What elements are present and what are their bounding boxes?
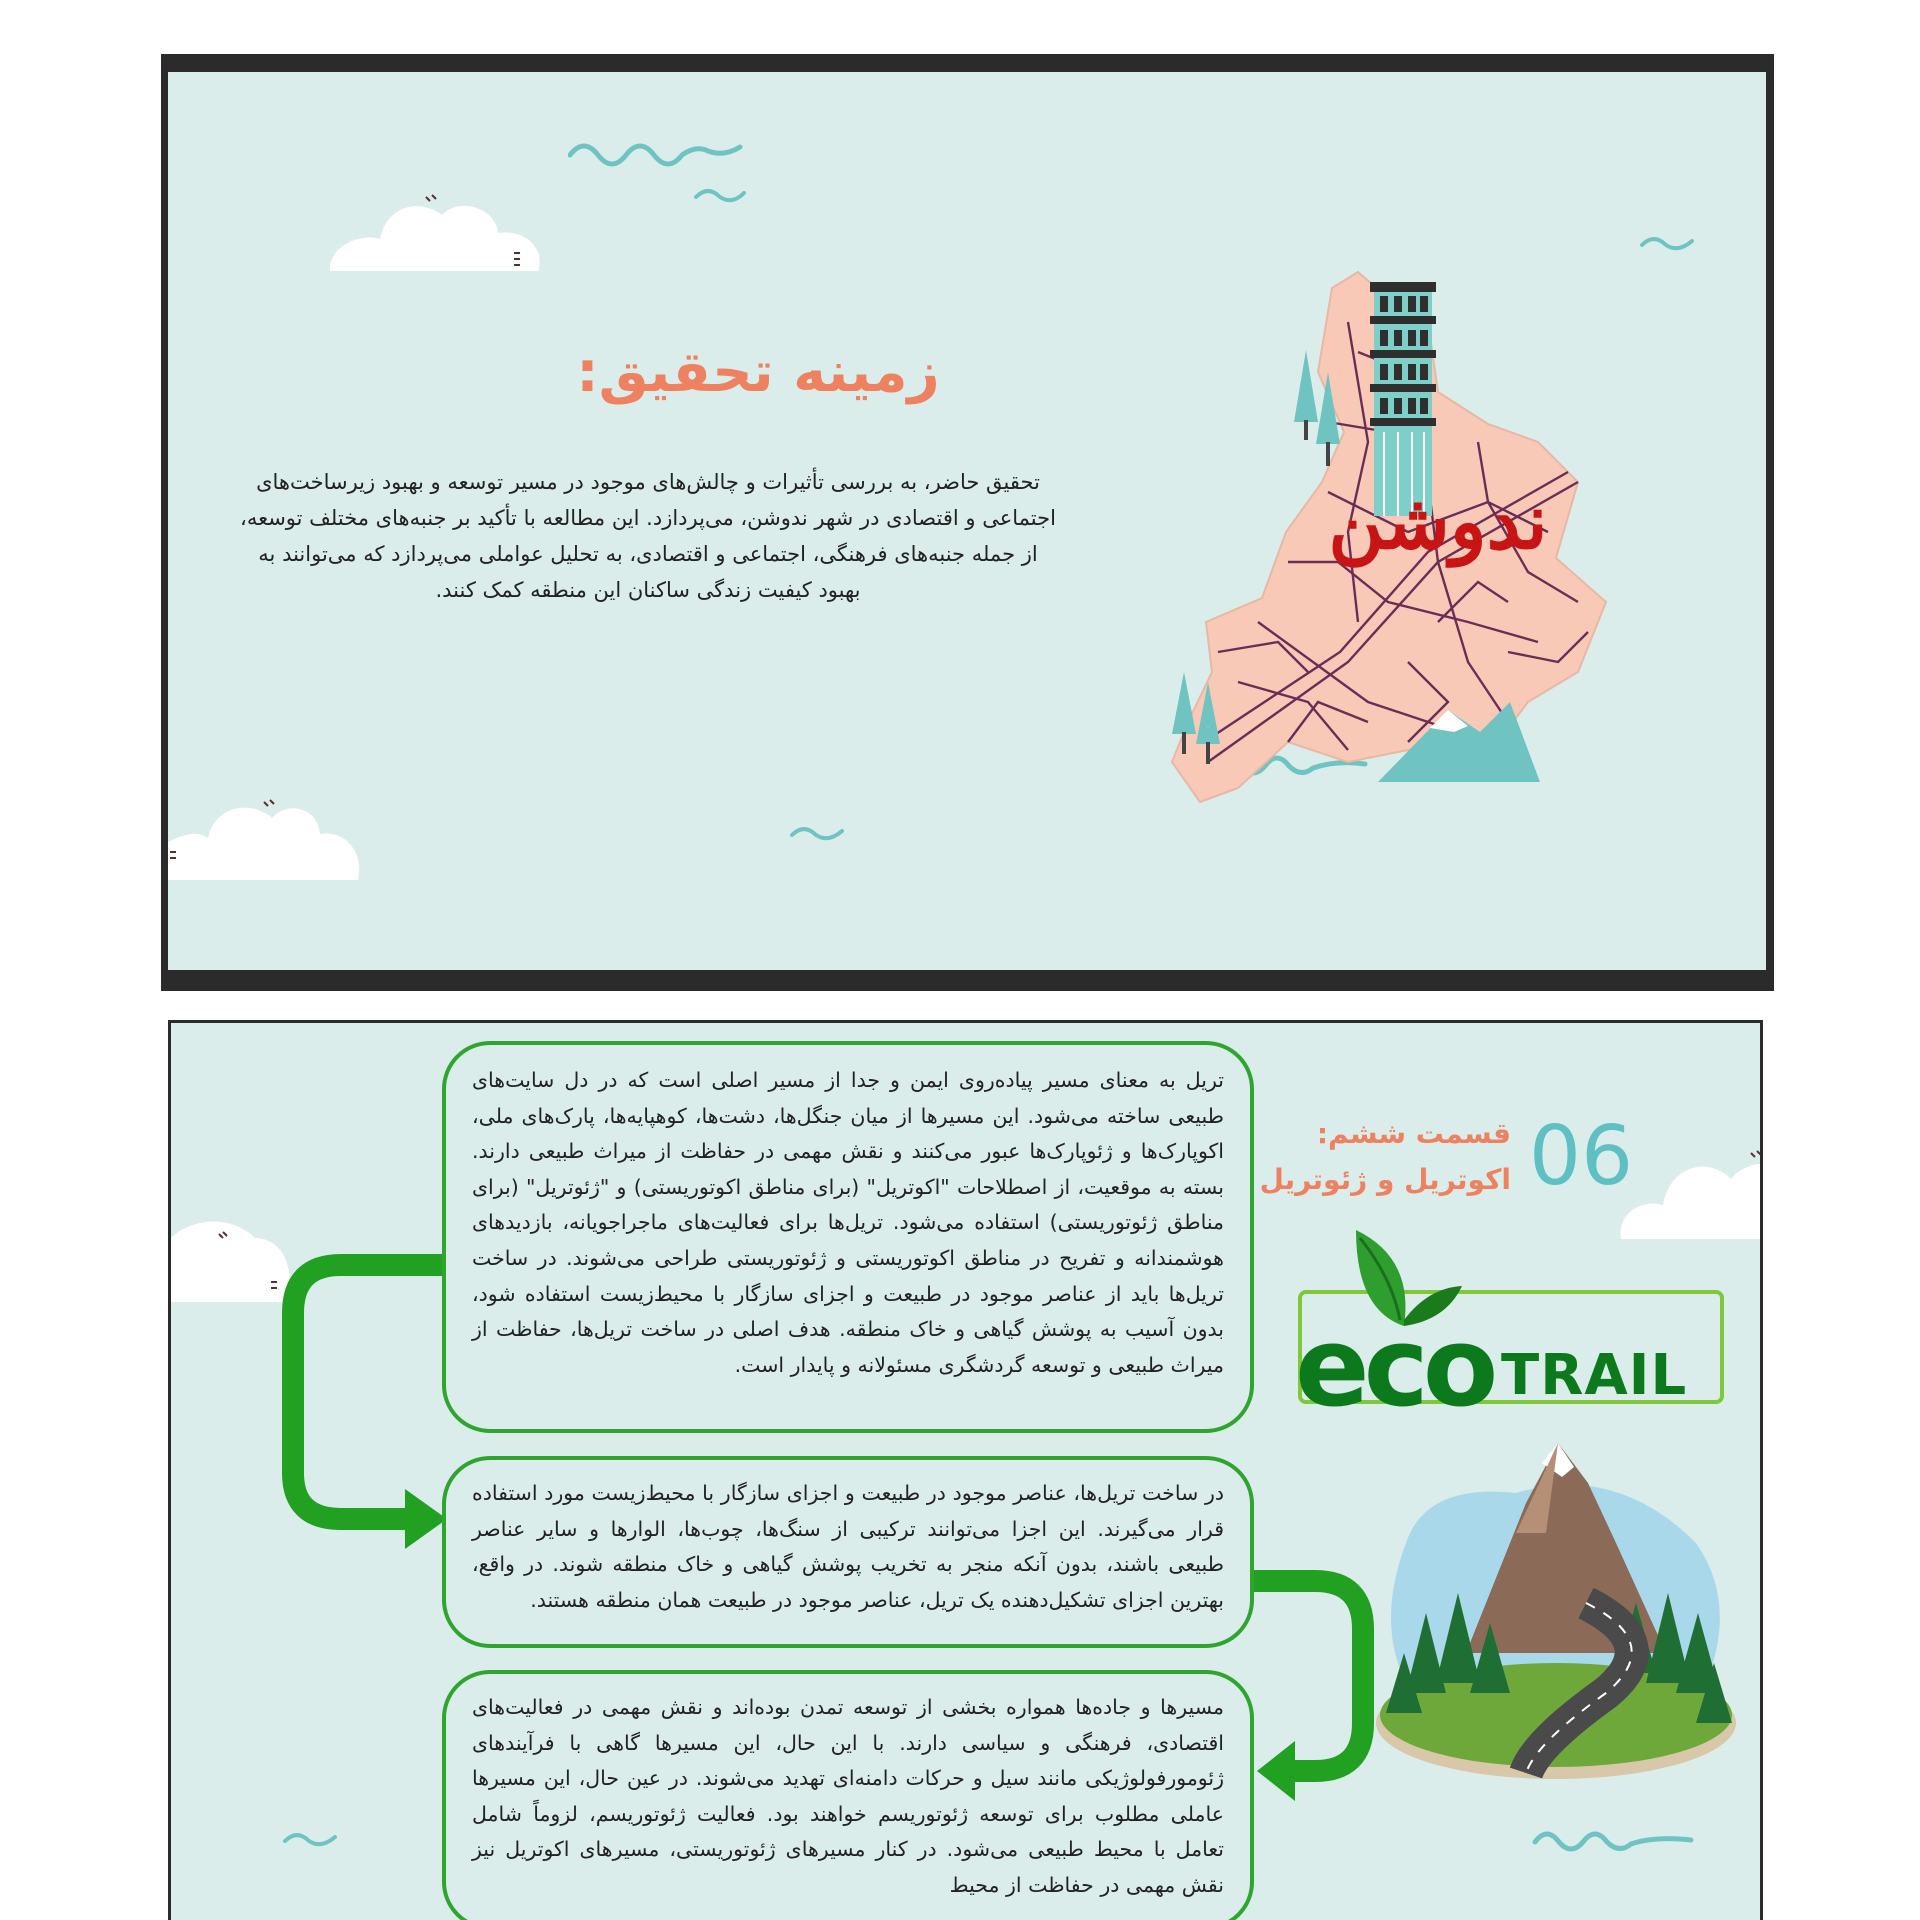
mountain-road-illustration: [1366, 1423, 1746, 1783]
arrow-connector-left: [271, 1253, 471, 1633]
section-title: [1191, 1111, 1511, 1203]
research-paragraph: تحقیق حاضر، به بررسی تأثیرات و چالش‌های موجود در مسیر توسعه و بهبود زیرساخت‌های اجتماعی و اقتصادی در شهر ندوشن، می‌پردازد. این مطالعه با تأکید بر جنبه‌های مختلف توسعه، از جمله جنبه‌های فرهنگی، اجتماعی و اقتصادی، به تحلیل عواملی می‌پردازد که می‌توانند به بهبود کیفیت زندگی ساکنان این منطقه کمک کنند.: [240, 470, 1056, 602]
wave-icon: [788, 817, 848, 847]
map-city-label: ندوشن: [1328, 477, 1548, 566]
section-number: 06: [1528, 1109, 1634, 1204]
wave-icon: [568, 127, 748, 217]
slide-research-background: [168, 72, 1766, 970]
section-subtitle: اکوتریل و ژئوتریل: [1259, 1163, 1511, 1196]
logo-eco-text: eco: [1295, 1303, 1493, 1431]
slide-ecotrail: [168, 1020, 1763, 1920]
page-title: زمینه تحقیق:: [576, 340, 940, 405]
trail-definition-box: تریل به معنای مسیر پیاده‌روی ایمن و جدا از مسیر اصلی است که در دل سایت‌های طبیعی ساخته می‌شود. این مسیرها از میان جنگل‌ها، دشت‌ها، کوهپایه‌ها، پارک‌های ملی، اکوپارک‌ها و ژئوپارک‌ها عبور می‌کنند و نقش مهمی در حفاظت از میراث طبیعی دارند. بسته به موقعیت، از اصطلاحات "اکوتریل" (برای مناطق اکوتوریستی) و "ژئوتریل" (برای مناطق ژئوتوریستی) استفاده می‌شود. تریل‌ها برای فعالیت‌های ماجراجویانه، بازدیدهای هوشمندانه و تفریح در مناطق اکوتوریستی و ژئوتوریستی طراحی می‌شوند. در ساخت تریل‌ها باید از عناصر موجود در طبیعت و اجزای سازگار با محیط‌زیست استفاده شود، بدون آسیب به پوشش گیاهی و خاک منطقه. هدف اصلی در ساخت تریل‌ها، حفاظت از میراث طبیعی و توسعه گردشگری مسئولانه و پایدار است.: [442, 1041, 1254, 1433]
wave-icon: [1531, 1818, 1701, 1858]
wave-icon: [281, 1823, 341, 1853]
section-label: قسمت ششم:: [1316, 1117, 1511, 1150]
logo-trail-text: TRAIL: [1501, 1343, 1688, 1408]
routes-geotourism-box: مسیرها و جاده‌ها همواره بخشی از توسعه تمدن بوده‌اند و نقش مهمی در فعالیت‌های اقتصادی، فرهنگی و سیاسی دارند. با این حال، این مسیرها گاهی با فرآیندهای ژئومورفولوژیکی مانند سیل و حرکات دامنه‌ای تهدید می‌شوند. در عین حال، این مسیرها عاملی مطلوب برای توسعه ژئوتوریسم خواهند بود. فعالیت ژئوتوریسم، لزوماً شامل تعامل با محیط طبیعی می‌شود. در کنار مسیرهای ژئوتوریستی، مسیرهای اکوتریل نیز نقش مهمی در حفاظت از محیط: [442, 1670, 1254, 1920]
trail-materials-box: در ساخت تریل‌ها، عناصر موجود در طبیعت و اجزای سازگار با محیط‌زیست مورد استفاده قرار می‌گیرند. این اجزا می‌توانند ترکیبی از سنگ‌ها، چوب‌ها، الوارها و سایر عناصر طبیعی باشند، بدون آنکه منجر به تخریب پوشش گیاهی و خاک منطقه شوند. در واقع، بهترین اجزای تشکیل‌دهنده یک تریل، عناصر موجود در طبیعت همان منطقه هستند.: [442, 1456, 1254, 1648]
cloud-icon: [168, 772, 368, 882]
cloud-icon: [318, 167, 558, 277]
wave-icon: [1638, 227, 1698, 257]
